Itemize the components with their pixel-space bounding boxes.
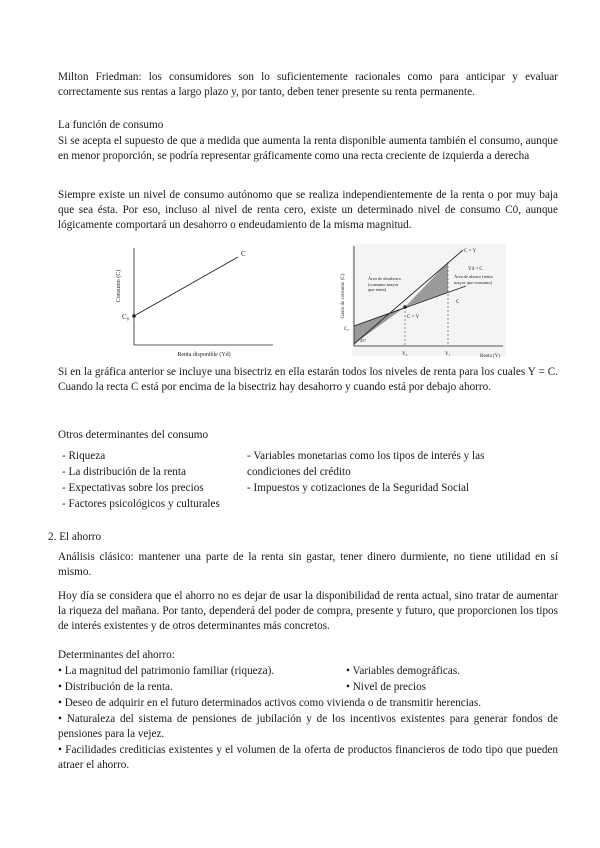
c0-label: C₀: [344, 327, 350, 332]
list-item: - Factores psicológicos y culturales: [62, 498, 220, 510]
friedman-paragraph: Milton Friedman: los consumidores son lo suficientemente racionales como para anticipar y evaluar correctamente sus rentas a largo plazo y, por tanto, deben tener presente su renta permanente.: [58, 71, 558, 98]
bisectriz-paragraph: Si en la gráfica anterior se incluye una bisectriz en ella estarán todos los niveles de renta para los cuales Y = C. Cuando la recta C está por encima de la bisectriz hay desahorro y cuando está por debajo ahorro.: [58, 366, 558, 393]
ahorro-paragraph-1: Análisis clásico: mantener una parte de la renta sin gastar, tener dinero durmiente, no tiene utilidad en sí mismo.: [58, 551, 558, 578]
ahorro-annotation: Área de ahorro (renta mayor que consumo): [454, 274, 493, 285]
angle-label: 45°: [360, 338, 367, 343]
c0-label: C₀: [122, 313, 130, 321]
list-item: • Deseo de adquirir en el futuro determinados activos como vivienda o de transmitir herencias.: [58, 697, 482, 709]
x-axis-label: Renta (Y): [480, 354, 500, 359]
list-item: • Distribución de la renta.: [58, 681, 173, 693]
y1-label: Y₁: [445, 352, 451, 357]
x-axis-label: Renta disponible (Yd): [177, 352, 231, 358]
section-title-determinantes: Determinantes del ahorro:: [58, 649, 175, 661]
list-item: • Variables demográficas.: [346, 665, 460, 677]
list-item: • Nivel de precios: [346, 681, 427, 693]
funcion-consumo-paragraph-2: Siempre existe un nivel de consumo autónomo que se realiza independientemente de la renta o por muy baja que sea ésta. Por eso, incluso al nivel de renta cero, existe un determinado nivel de consumo C0, aunque lógicamente comportará un desahorro o endeudamiento de la misma magnitud.: [58, 189, 558, 231]
list-item: - La distribución de la renta: [62, 466, 186, 478]
y-axis-label: Consumo (C): [116, 269, 122, 303]
list-item: - Variables monetarias como los tipos de interés y las: [247, 450, 485, 462]
c0-point: [132, 314, 136, 318]
list-item: - Riqueza: [62, 450, 106, 462]
list-item: • La magnitud del patrimonio familiar (riqueza).: [58, 665, 275, 677]
section-title-funcion-consumo: La función de consumo: [58, 119, 164, 131]
list-item: • Naturaleza del sistema de pensiones de jubilación y de los incentivos existentes para generar fondos de pensiones para la vejez.: [58, 713, 558, 740]
consumption-bisectriz-chart: [338, 240, 508, 362]
c-eq-y-label: C = Y: [464, 249, 477, 254]
consumption-function-chart: [108, 240, 278, 360]
desahorro-annotation: Área de desahorro (consumo mayor que renta): [368, 276, 401, 292]
funcion-consumo-paragraph-1: Si se acepta el supuesto de que a medida que aumenta la renta disponible aumenta también el consumo, aunque en menor proporción, se podría representar gráficamente como una recta creciente de izquierda a derecha: [58, 135, 558, 162]
list-item: condiciones del crédito: [247, 466, 351, 478]
equilibrium-point: [403, 305, 407, 309]
ahorro-paragraph-2: Hoy día se considera que el ahorro no es dejar de usar la disponibilidad de renta actual, sino tratar de aumentar la riqueza del mañana. Por tanto, dependerá del poder de compra, presente y futuro, que proporcionen los tipos de interés existentes y de otros determinantes más concretos.: [58, 590, 558, 632]
list-item: - Expectativas sobre los precios: [62, 482, 204, 494]
list-item: • Facilidades crediticias existentes y el volumen de la oferta de productos financieros de todo tipo que pueden atraer el ahorro.: [58, 744, 558, 771]
y-axis-label: Gasto de consumo (C): [341, 273, 346, 319]
list-item: - Impuestos y cotizaciones de la Seguridad Social: [247, 482, 470, 494]
cy-point-label: C = Y: [407, 315, 420, 320]
section-title-otros-determinantes: Otros determinantes del consumo: [58, 429, 209, 441]
yd-line-label: Yd = C: [468, 267, 483, 272]
c-line-label: C: [456, 300, 460, 305]
section-title-ahorro: 2. El ahorro: [48, 531, 102, 543]
consumption-line: [134, 257, 238, 316]
y0-label: Y₀: [402, 352, 408, 357]
c-line-label: C: [241, 250, 246, 258]
